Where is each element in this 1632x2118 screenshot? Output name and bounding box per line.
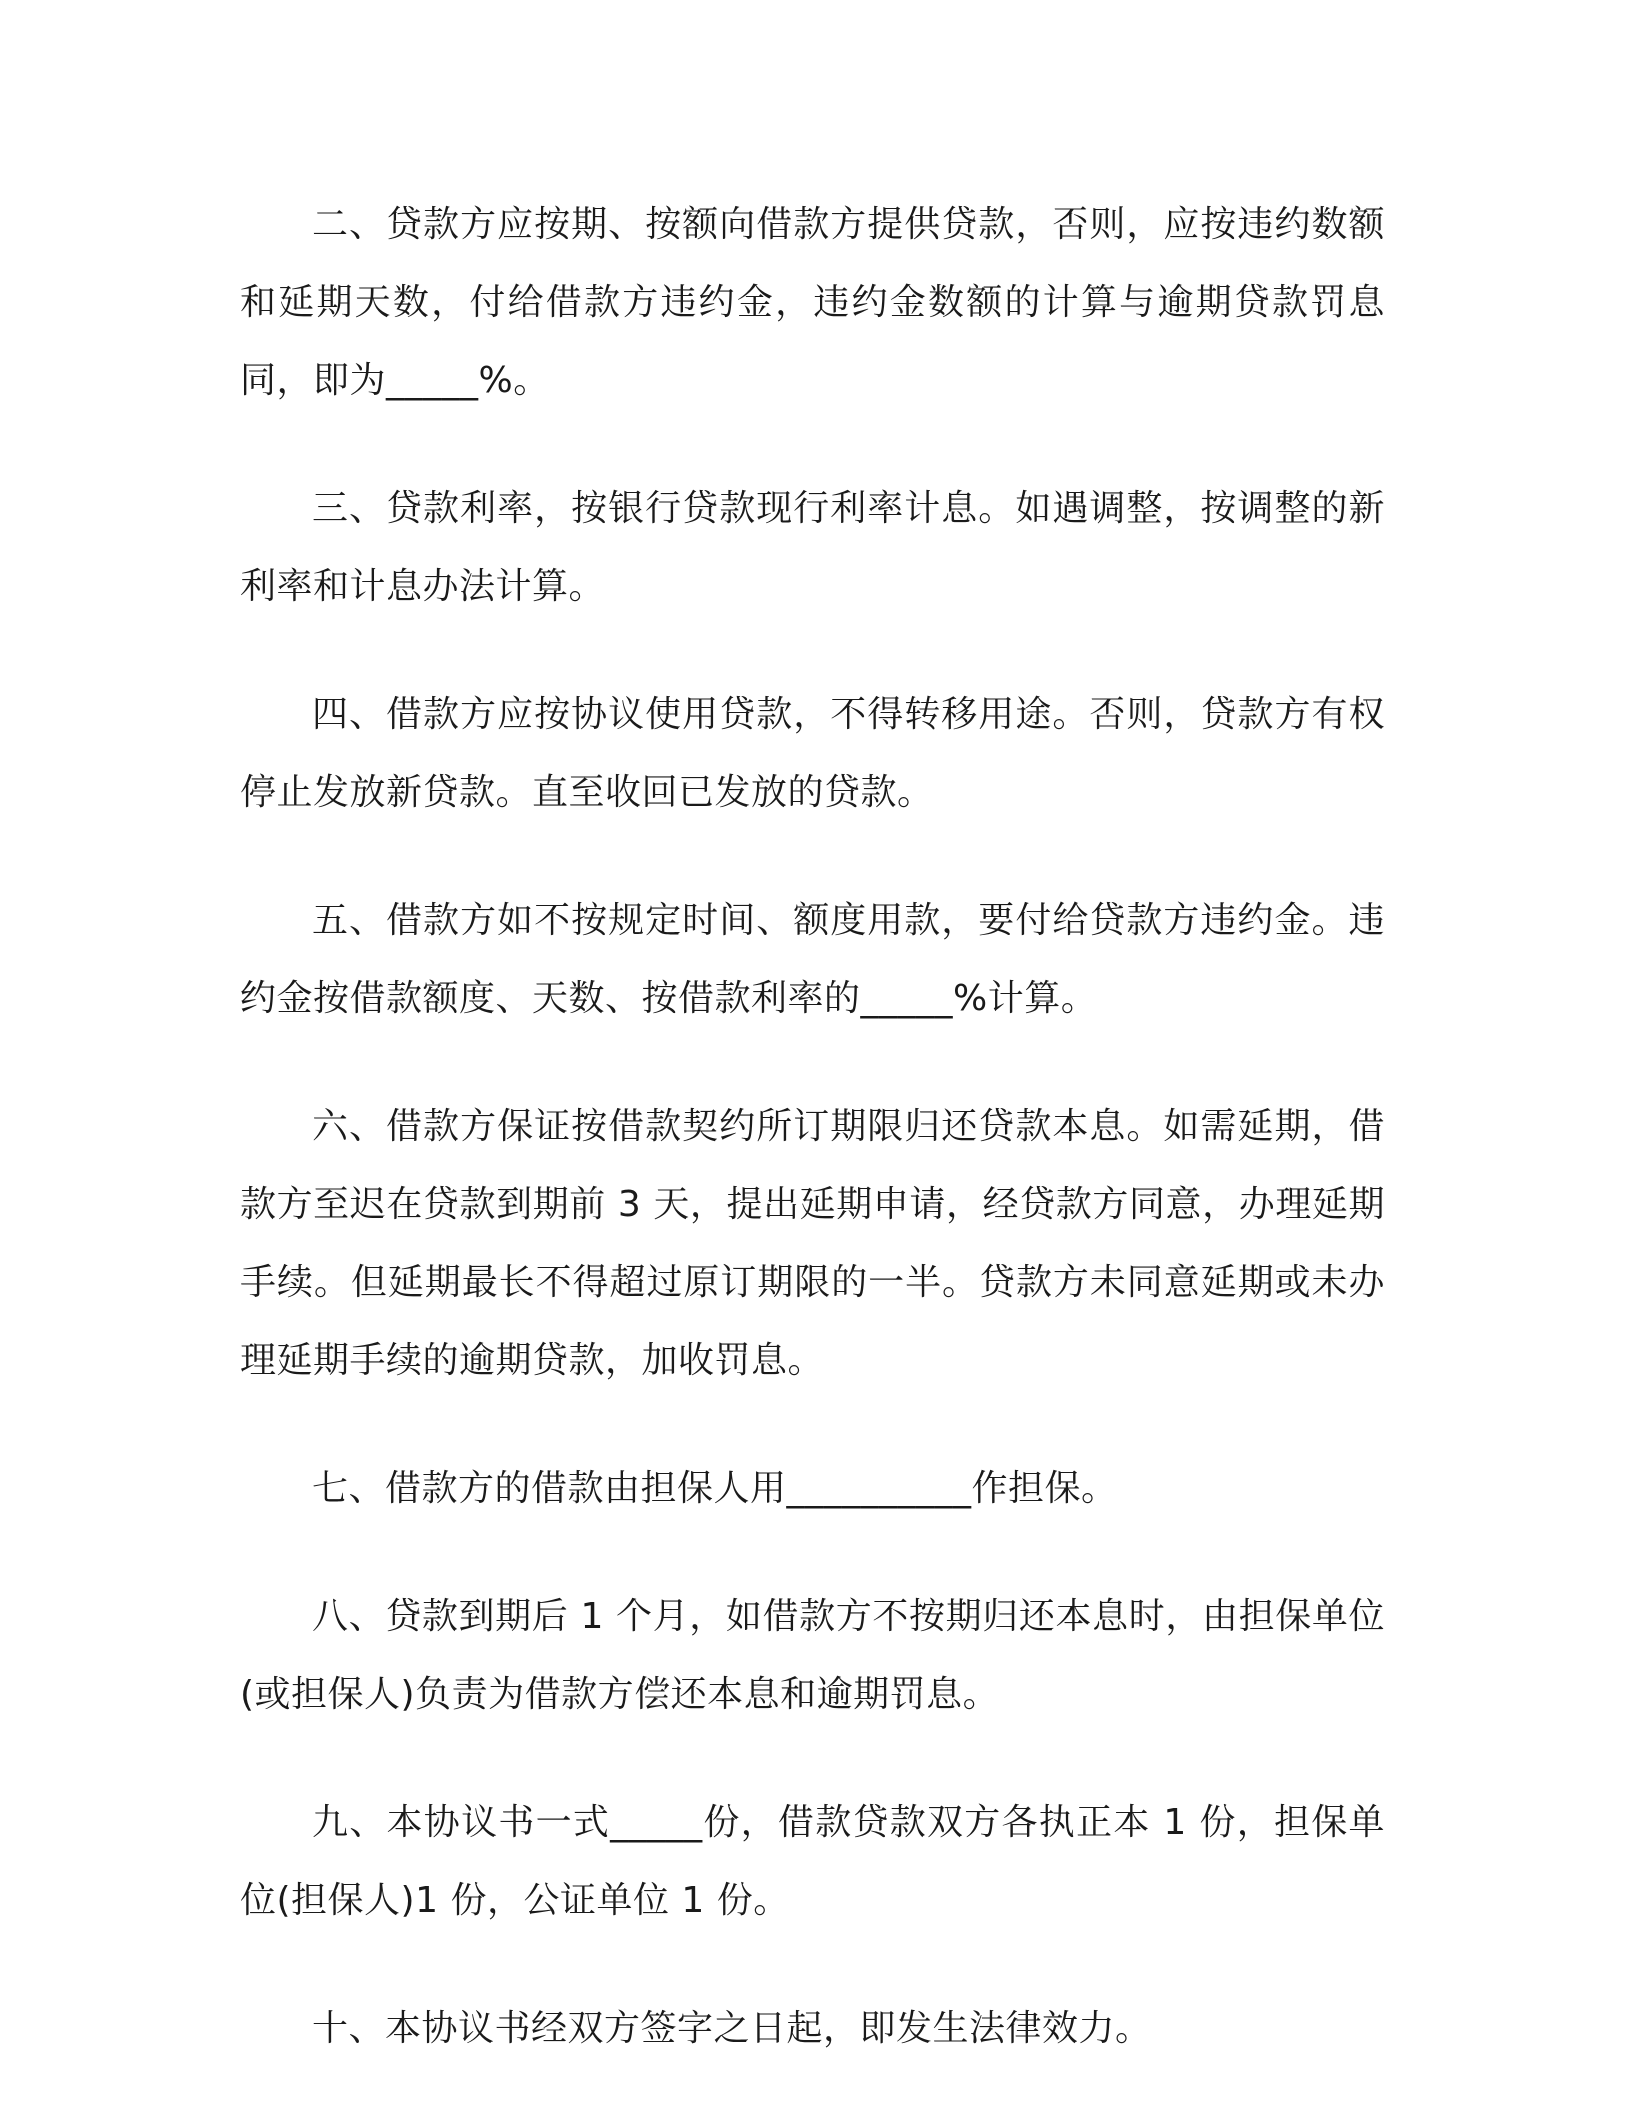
clause-5: 五、借款方如不按规定时间、额度用款，要付给贷款方违约金。违约金按借款额度、天数、按借款利率的_____%计算。	[240, 900, 1385, 1019]
clause-7: 七、借款方的借款由担保人用__________作担保。	[312, 1468, 1118, 1509]
clause-4: 四、借款方应按协议使用贷款，不得转移用途。否则，贷款方有权停止发放新贷款。直至收回已发放的贷款。	[240, 694, 1385, 813]
clause-9: 九、本协议书一式_____份，借款贷款双方各执正本 1 份，担保单位(担保人)1 份，公证单位 1 份。	[240, 1802, 1385, 1921]
clause-6: 六、借款方保证按借款契约所订期限归还贷款本息。如需延期，借款方至迟在贷款到期前 3 天，提出延期申请，经贷款方同意，办理延期手续。但延期最长不得超过原订期限的一半。贷款方未同意延期或未办理延期手续的逾期贷款，加收罚息。	[240, 1106, 1385, 1381]
clause-3: 三、贷款利率，按银行贷款现行利率计息。如遇调整，按调整的新利率和计息办法计算。	[240, 488, 1385, 607]
document-body	[240, 186, 1385, 2118]
clause-2: 二、贷款方应按期、按额向借款方提供贷款，否则，应按违约数额和延期天数，付给借款方违约金，违约金数额的计算与逾期贷款罚息同，即为_____%。	[240, 204, 1385, 401]
clause-10: 十、本协议书经双方签字之日起，即发生法律效力。	[312, 2008, 1152, 2049]
clause-8: 八、贷款到期后 1 个月，如借款方不按期归还本息时，由担保单位(或担保人)负责为借款方偿还本息和逾期罚息。	[240, 1596, 1385, 1715]
